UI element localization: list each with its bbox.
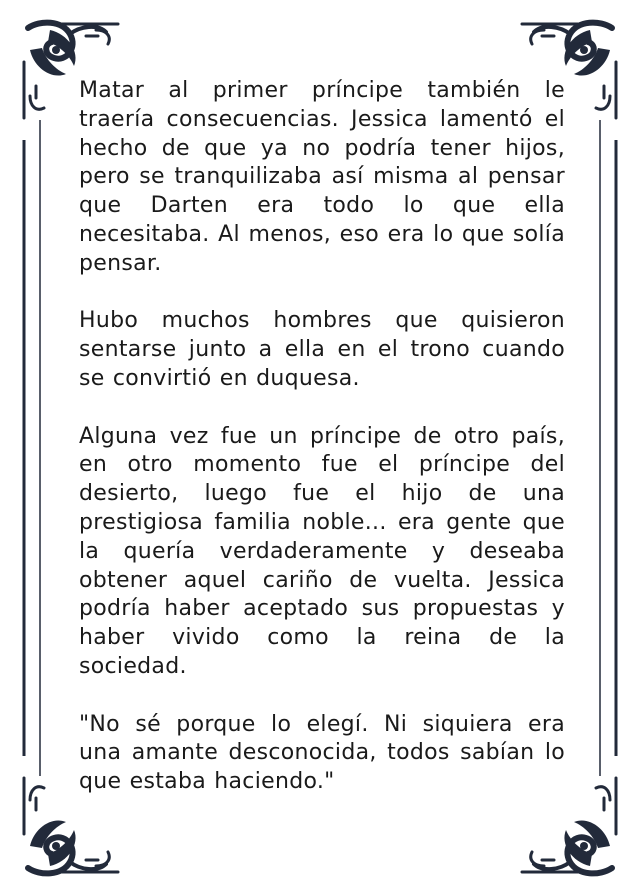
paragraph-gap <box>79 682 565 711</box>
paragraph-1: Matar al primer príncipe también le traería consecuencias. Jessica lamentó el hecho de que ya no podría tener hijos, pero se tranquilizaba así misma al pensar que Darten era todo lo que ella necesitaba. Al menos, eso era lo que solía pensar. <box>79 78 565 276</box>
paragraph-gap <box>79 279 565 308</box>
paragraph-3: Alguna vez fue un príncipe de otro país, en otro momento fue el príncipe del desierto, luego fue el hijo de una prestigiosa familia noble... era gente que la quería verdaderamente y deseaba obtener aquel cariño de vuelta. Jessica podría haber aceptado sus propuestas y haber vivido como la reina de la sociedad. <box>79 423 565 679</box>
paragraph-gap <box>79 394 565 423</box>
text-body <box>79 77 565 797</box>
paragraph-2: Hubo muchos hombres que quisieron sentarse junto a ella en el trono cuando se convirtió en duquesa. <box>79 308 565 391</box>
paragraph-4: "No sé porque lo elegí. Ni siquiera era una amante desconocida, todos sabían lo que estaba haciendo." <box>79 711 565 795</box>
